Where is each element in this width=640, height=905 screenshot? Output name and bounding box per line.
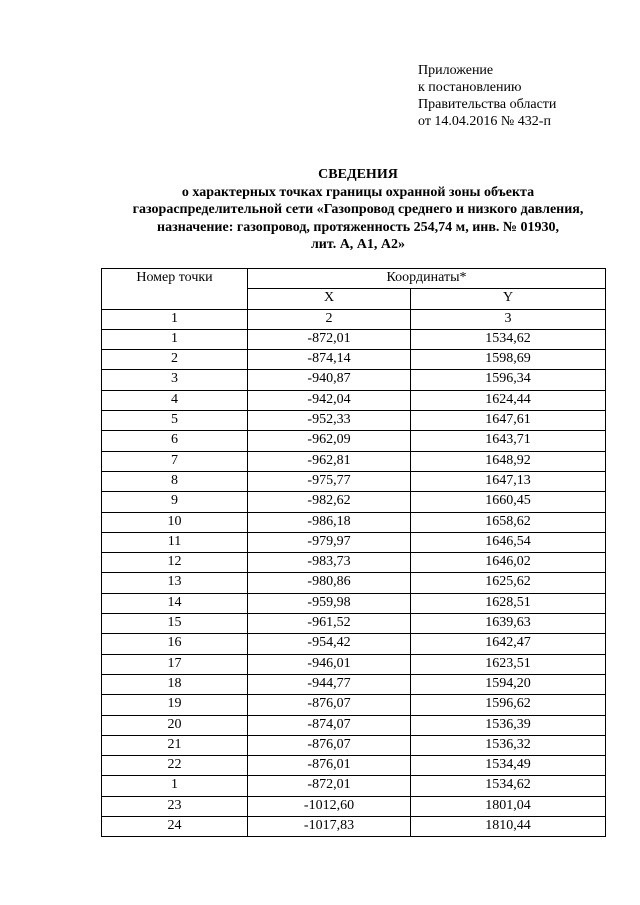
table-row	[102, 370, 606, 390]
document-heading	[0, 166, 640, 254]
point-number-cell: 6	[102, 431, 248, 451]
table-row	[102, 573, 606, 593]
x-coordinate-cell: -1017,83	[248, 817, 411, 837]
table-row	[102, 735, 606, 755]
y-coordinate-cell: 1639,63	[411, 614, 606, 634]
point-number-cell: 5	[102, 411, 248, 431]
table-row	[102, 553, 606, 573]
heading-line: назначение: газопровод, протяженность 254,74 м, инв. № 01930,	[157, 219, 559, 235]
table-row	[102, 431, 606, 451]
point-number-cell: 17	[102, 654, 248, 674]
table-row	[102, 492, 606, 512]
y-coordinate-cell: 1660,45	[411, 492, 606, 512]
point-number-cell: 2	[102, 350, 248, 370]
x-coordinate-cell: -980,86	[248, 573, 411, 593]
point-number-cell: 20	[102, 715, 248, 735]
point-number-cell: 24	[102, 817, 248, 837]
table-row	[102, 532, 606, 552]
point-number-cell: 23	[102, 796, 248, 816]
y-coordinate-cell: 1596,34	[411, 370, 606, 390]
point-number-cell: 9	[102, 492, 248, 512]
header-point-number: Номер точки	[102, 269, 248, 310]
table-row	[102, 411, 606, 431]
x-coordinate-cell: -942,04	[248, 390, 411, 410]
heading-line: лит. А, А1, А2»	[310, 237, 406, 252]
point-number-cell: 12	[102, 553, 248, 573]
x-coordinate-cell: -874,14	[248, 350, 411, 370]
x-coordinate-cell: -876,07	[248, 695, 411, 715]
x-coordinate-cell: -876,01	[248, 756, 411, 776]
x-coordinate-cell: -872,01	[248, 776, 411, 796]
y-coordinate-cell: 1810,44	[411, 817, 606, 837]
table-row	[102, 471, 606, 491]
point-number-cell: 21	[102, 735, 248, 755]
appendix-line: Правительства области	[418, 97, 557, 112]
y-coordinate-cell: 1647,61	[411, 411, 606, 431]
point-number-cell: 22	[102, 756, 248, 776]
column-number: 3	[411, 309, 606, 329]
column-number: 2	[248, 309, 411, 329]
x-coordinate-cell: -959,98	[248, 593, 411, 613]
y-coordinate-cell: 1648,92	[411, 451, 606, 471]
y-coordinate-cell: 1658,62	[411, 512, 606, 532]
y-coordinate-cell: 1647,13	[411, 471, 606, 491]
table-row	[102, 512, 606, 532]
y-coordinate-cell: 1536,39	[411, 715, 606, 735]
y-coordinate-cell: 1625,62	[411, 573, 606, 593]
point-number-cell: 1	[102, 329, 248, 349]
point-number-cell: 8	[102, 471, 248, 491]
y-coordinate-cell: 1801,04	[411, 796, 606, 816]
table-row	[102, 695, 606, 715]
table-row	[102, 654, 606, 674]
y-coordinate-cell: 1623,51	[411, 654, 606, 674]
point-number-cell: 16	[102, 634, 248, 654]
table-row	[102, 329, 606, 349]
table-row	[102, 634, 606, 654]
point-number-cell: 10	[102, 512, 248, 532]
table-column-number-row	[102, 309, 606, 329]
y-coordinate-cell: 1646,02	[411, 553, 606, 573]
y-coordinate-cell: 1594,20	[411, 674, 606, 694]
y-coordinate-cell: 1643,71	[411, 431, 606, 451]
heading-line: о характерных точках границы охранной зоны объекта	[181, 184, 535, 200]
table-row	[102, 756, 606, 776]
y-coordinate-cell: 1534,49	[411, 756, 606, 776]
point-number-cell: 19	[102, 695, 248, 715]
table-row	[102, 390, 606, 410]
y-coordinate-cell: 1534,62	[411, 776, 606, 796]
column-number: 1	[102, 309, 248, 329]
y-coordinate-cell: 1642,47	[411, 634, 606, 654]
x-coordinate-cell: -962,81	[248, 451, 411, 471]
table-row	[102, 451, 606, 471]
x-coordinate-cell: -983,73	[248, 553, 411, 573]
x-coordinate-cell: -986,18	[248, 512, 411, 532]
x-coordinate-cell: -874,07	[248, 715, 411, 735]
x-coordinate-cell: -940,87	[248, 370, 411, 390]
y-coordinate-cell: 1646,54	[411, 532, 606, 552]
x-coordinate-cell: -979,97	[248, 532, 411, 552]
table-row	[102, 715, 606, 735]
point-number-cell: 18	[102, 674, 248, 694]
y-coordinate-cell: 1628,51	[411, 593, 606, 613]
y-coordinate-cell: 1624,44	[411, 390, 606, 410]
table-row	[102, 350, 606, 370]
table-row	[102, 817, 606, 837]
x-coordinate-cell: -1012,60	[248, 796, 411, 816]
appendix-line: Приложение	[418, 63, 494, 78]
point-number-cell: 14	[102, 593, 248, 613]
x-coordinate-cell: -982,62	[248, 492, 411, 512]
point-number-cell: 3	[102, 370, 248, 390]
table-row	[102, 593, 606, 613]
coordinates-table	[101, 268, 606, 837]
y-coordinate-cell: 1534,62	[411, 329, 606, 349]
point-number-cell: 4	[102, 390, 248, 410]
x-coordinate-cell: -944,77	[248, 674, 411, 694]
appendix-line: к постановлению	[418, 80, 522, 95]
y-coordinate-cell: 1598,69	[411, 350, 606, 370]
x-coordinate-cell: -952,33	[248, 411, 411, 431]
x-coordinate-cell: -975,77	[248, 471, 411, 491]
x-coordinate-cell: -961,52	[248, 614, 411, 634]
table-row	[102, 614, 606, 634]
point-number-cell: 11	[102, 532, 248, 552]
point-number-cell: 1	[102, 776, 248, 796]
document-title: СВЕДЕНИЯ	[318, 167, 398, 182]
point-number-cell: 7	[102, 451, 248, 471]
y-coordinate-cell: 1596,62	[411, 695, 606, 715]
table-header-row	[102, 269, 606, 289]
table-row	[102, 674, 606, 694]
x-coordinate-cell: -876,07	[248, 735, 411, 755]
table-row	[102, 776, 606, 796]
y-coordinate-cell: 1536,32	[411, 735, 606, 755]
x-coordinate-cell: -946,01	[248, 654, 411, 674]
appendix-line: от 14.04.2016 № 432-п	[418, 114, 551, 129]
table-row	[102, 796, 606, 816]
header-coordinates: Координаты*	[248, 269, 606, 289]
x-coordinate-cell: -872,01	[248, 329, 411, 349]
x-coordinate-cell: -954,42	[248, 634, 411, 654]
header-x: X	[248, 289, 411, 309]
heading-line: газораспределительной сети «Газопровод среднего и низкого давления,	[132, 202, 584, 217]
point-number-cell: 13	[102, 573, 248, 593]
x-coordinate-cell: -962,09	[248, 431, 411, 451]
appendix-block	[418, 62, 556, 130]
point-number-cell: 15	[102, 614, 248, 634]
header-y: Y	[411, 289, 606, 309]
